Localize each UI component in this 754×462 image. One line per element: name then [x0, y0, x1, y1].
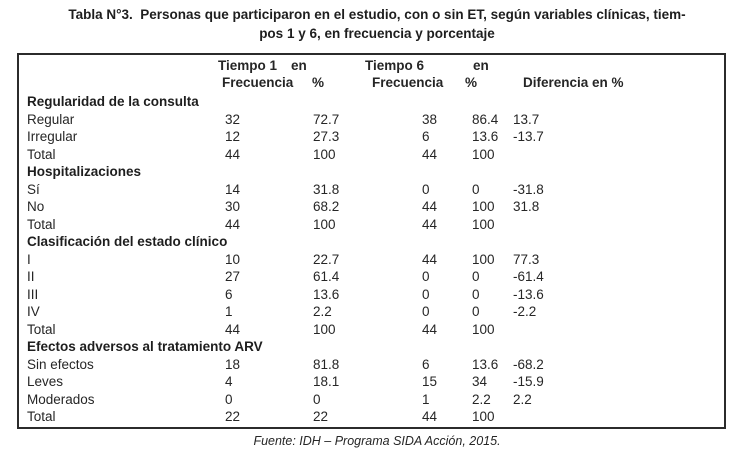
row-label: II	[27, 269, 35, 284]
section-label: Clasificación del estado clínico	[27, 234, 228, 249]
table-row	[19, 216, 724, 234]
table-row	[19, 198, 724, 216]
t1-pct-value: 100	[313, 216, 336, 232]
table-row	[19, 373, 724, 391]
t6-pct-value: 86.4	[472, 111, 499, 127]
row-label: Total	[27, 321, 56, 337]
t1-pct-value: 13.6	[313, 286, 340, 302]
t6-pct-value: 0	[472, 286, 480, 302]
t6-frecuencia-value: 44	[422, 321, 438, 337]
t1-pct-value: 72.7	[313, 111, 340, 127]
source-citation	[0, 434, 754, 448]
t6-pct-value: 100	[472, 321, 495, 337]
t6-pct-value: 0	[472, 304, 480, 319]
t1-frecuencia-value: 27	[225, 269, 241, 284]
t6-pct-value: 13.6	[472, 356, 499, 372]
t6-pct-value: 13.6	[472, 129, 499, 144]
t6-frecuencia-value: 44	[422, 216, 438, 232]
t1-frecuencia-value: 22	[225, 409, 241, 424]
section-header-hospitalizaciones	[19, 163, 724, 181]
t6-frecuencia-value: 38	[422, 111, 438, 127]
diferencia-value: 13.7	[513, 111, 540, 127]
header-pct-t6: %	[465, 75, 478, 90]
diferencia-value: -13.6	[513, 286, 544, 302]
t6-pct-value: 0	[472, 269, 480, 284]
table-row	[19, 408, 724, 426]
row-label: Sin efectos	[27, 356, 94, 372]
t1-pct-value: 68.2	[313, 199, 340, 214]
diferencia-value: 77.3	[513, 251, 540, 267]
t1-pct-value: 61.4	[313, 269, 340, 284]
t1-frecuencia-value: 4	[225, 374, 233, 389]
table-row	[19, 356, 724, 374]
row-label: Sí	[27, 181, 40, 197]
t1-pct-value: 100	[313, 146, 336, 162]
table-row	[19, 251, 724, 269]
t6-pct-value: 100	[472, 146, 495, 162]
t6-frecuencia-value: 6	[422, 129, 430, 144]
table-row	[19, 303, 724, 321]
table-row	[19, 128, 724, 146]
section-header-efectos-adversos	[19, 338, 724, 356]
t1-pct-value: 22	[313, 409, 329, 424]
table-title	[0, 5, 754, 43]
diferencia-value: -2.2	[513, 304, 537, 319]
table-row	[19, 181, 724, 199]
t6-pct-value: 100	[472, 251, 495, 267]
diferencia-value: -13.7	[513, 129, 544, 144]
source-citation-text: Fuente: IDH – Programa SIDA Acción, 2015.	[253, 434, 501, 448]
t1-frecuencia-value: 44	[225, 321, 241, 337]
t1-frecuencia-value: 44	[225, 146, 241, 162]
t6-frecuencia-value: 15	[422, 374, 438, 389]
t1-pct-value: 18.1	[313, 374, 340, 389]
row-label: IV	[27, 304, 40, 319]
t1-pct-value: 100	[313, 321, 336, 337]
header-en-1: en	[291, 58, 307, 73]
diferencia-value: -68.2	[513, 356, 544, 372]
diferencia-value	[513, 408, 724, 426]
header-frecuencia-t6: Frecuencia	[372, 75, 444, 90]
t6-frecuencia-value: 0	[422, 269, 430, 284]
t1-pct-value: 22.7	[313, 251, 340, 267]
row-label: I	[27, 251, 31, 267]
t6-frecuencia-value: 44	[422, 251, 438, 267]
t1-pct-value: 0	[313, 391, 321, 407]
t6-frecuencia-value: 0	[422, 181, 430, 197]
row-label: Irregular	[27, 129, 78, 144]
row-label: Leves	[27, 374, 64, 389]
t1-frecuencia-value: 32	[225, 111, 241, 127]
t6-pct-value: 34	[472, 374, 488, 389]
diferencia-value: 2.2	[513, 391, 532, 407]
t1-frecuencia-value: 18	[225, 356, 241, 372]
row-label: Total	[27, 409, 56, 424]
table-body	[19, 93, 724, 426]
t6-frecuencia-value: 0	[422, 304, 430, 319]
t6-frecuencia-value: 1	[422, 391, 430, 407]
t1-frecuencia-value: 44	[225, 216, 241, 232]
table-title-line1: Tabla N°3. Personas que participaron en el estudio, con o sin ET, según variables clínicas, tiem-	[68, 7, 686, 22]
table-row	[19, 286, 724, 304]
table-title-line2: pos 1 y 6, en frecuencia y porcentaje	[259, 26, 495, 41]
header-en-2: en	[473, 58, 489, 73]
table-row	[19, 146, 724, 164]
t1-pct-value: 81.8	[313, 356, 340, 372]
t6-pct-value: 100	[472, 199, 495, 214]
t6-frecuencia-value: 6	[422, 356, 430, 372]
diferencia-value	[513, 216, 724, 234]
header-frecuencia-t1: Frecuencia	[222, 75, 294, 90]
t1-pct-value: 31.8	[313, 181, 340, 197]
t1-frecuencia-value: 6	[225, 286, 233, 302]
t1-pct-value: 27.3	[313, 129, 340, 144]
table-row	[19, 268, 724, 286]
t6-frecuencia-value: 0	[422, 286, 430, 302]
diferencia-value: -15.9	[513, 374, 544, 389]
diferencia-value	[513, 146, 724, 164]
t6-pct-value: 0	[472, 181, 480, 197]
row-label: No	[27, 199, 45, 214]
t6-frecuencia-value: 44	[422, 409, 438, 424]
header-tiempo1: Tiempo 1	[218, 58, 278, 73]
row-label: Moderados	[27, 391, 95, 407]
diferencia-value: 31.8	[513, 199, 540, 214]
section-label: Efectos adversos al tratamiento ARV	[27, 339, 263, 354]
table-row	[19, 391, 724, 409]
diferencia-value: -61.4	[513, 269, 544, 284]
section-header-regularidad	[19, 93, 724, 111]
table-row	[19, 111, 724, 129]
row-label: Total	[27, 146, 56, 162]
header-diferencia: Diferencia en %	[523, 75, 624, 90]
t1-frecuencia-value: 1	[225, 304, 233, 319]
section-header-clasificacion	[19, 233, 724, 251]
t1-frecuencia-value: 30	[225, 199, 241, 214]
t1-frecuencia-value: 0	[225, 391, 233, 407]
t6-pct-value: 2.2	[472, 391, 491, 407]
row-label: Regular	[27, 111, 75, 127]
table-header	[19, 55, 724, 93]
t6-frecuencia-value: 44	[422, 146, 438, 162]
header-tiempo6: Tiempo 6	[365, 58, 425, 73]
header-pct-t1: %	[312, 75, 325, 90]
diferencia-value	[513, 321, 724, 339]
data-table	[17, 53, 726, 429]
row-label: III	[27, 286, 39, 302]
row-label: Total	[27, 216, 56, 232]
t1-frecuencia-value: 12	[225, 129, 241, 144]
t1-pct-value: 2.2	[313, 304, 332, 319]
t6-pct-value: 100	[472, 409, 495, 424]
t1-frecuencia-value: 10	[225, 251, 241, 267]
diferencia-value: -31.8	[513, 181, 544, 197]
table-row	[19, 321, 724, 339]
t1-frecuencia-value: 14	[225, 181, 241, 197]
t6-pct-value: 100	[472, 216, 495, 232]
section-label: Hospitalizaciones	[27, 164, 142, 179]
t6-frecuencia-value: 44	[422, 199, 438, 214]
section-label: Regularidad de la consulta	[27, 94, 199, 109]
